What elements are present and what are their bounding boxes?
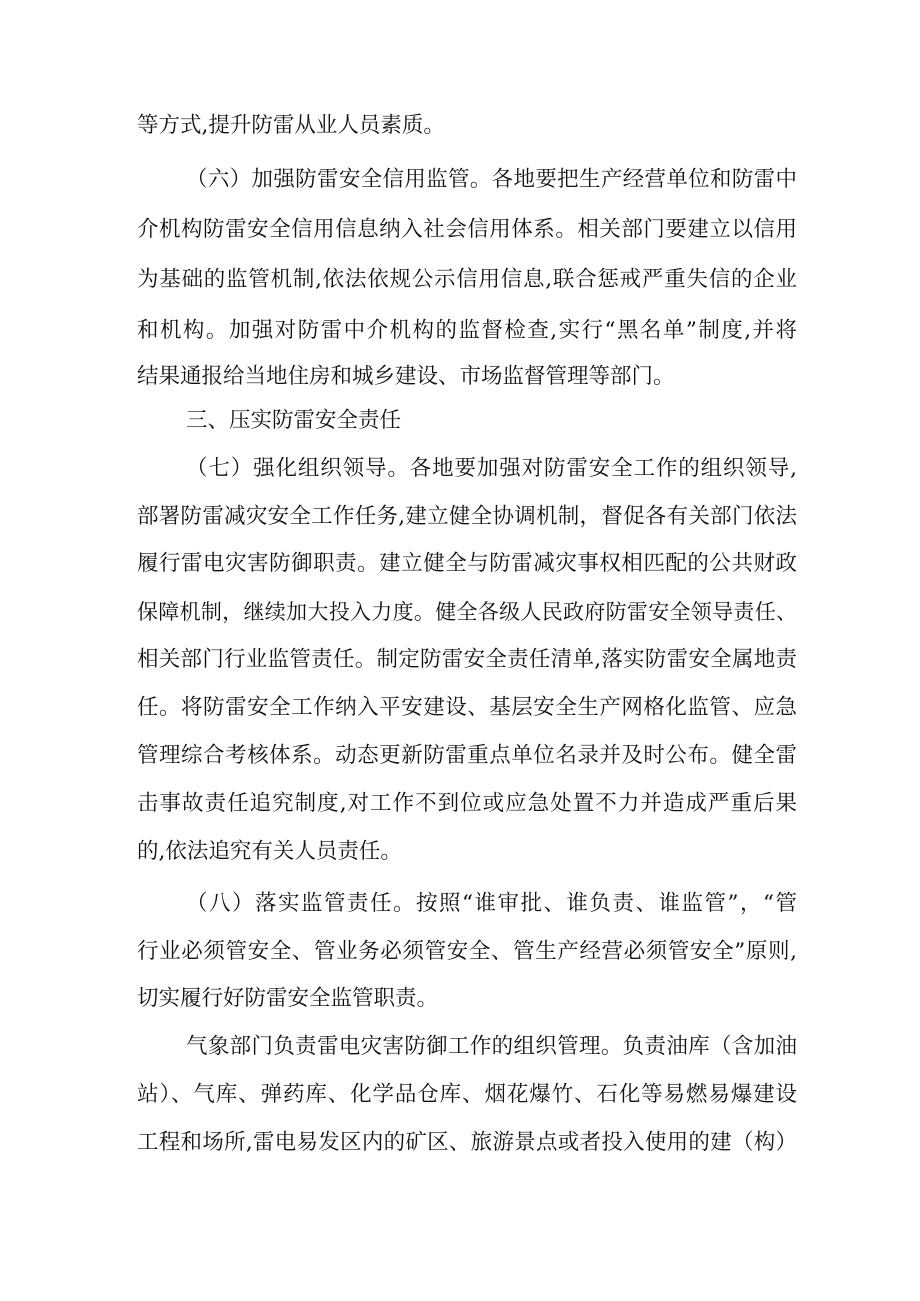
- section-heading-7: （七）强化组织领导。各地要加强对防雷安全工作的组织领导,: [186, 456, 797, 481]
- paragraph-line: 履行雷电灾害防御职责。建立健全与防雷减灾事权相匹配的公共财政: [137, 551, 797, 576]
- paragraph-line: 结果通报给当地住房和城乡建设、市场监督管理等部门。: [137, 364, 675, 389]
- paragraph-line: 部署防雷减灾安全工作任务,建立健全协调机制，督促各有关部门依法: [137, 504, 797, 529]
- paragraph-line: 介机构防雷安全信用信息纳入社会信用体系。相关部门要建立以信用: [137, 217, 797, 242]
- paragraph-line: 等方式,提升防雷从业人员素质。: [137, 113, 445, 138]
- paragraph-line: 任。将防雷安全工作纳入平安建设、基层安全生产网格化监管、应急: [137, 695, 797, 720]
- paragraph-line: 气象部门负责雷电灾害防御工作的组织管理。负责油库（含加油: [186, 1034, 797, 1059]
- paragraph-line: 的,依法追究有关人员责任。: [137, 839, 402, 864]
- paragraph-line: 切实履行好防雷安全监管职责。: [137, 986, 439, 1011]
- paragraph-line: 相关部门行业监管责任。制定防雷安全责任清单,落实防雷安全属地责: [137, 647, 797, 672]
- section-heading-8: （八）落实监管责任。按照“谁审批、谁负责、谁监管”，“管: [186, 891, 797, 916]
- paragraph-line: 管理综合考核体系。动态更新防雷重点单位名录并及时公布。健全雷: [137, 743, 797, 768]
- paragraph-line: 行业必须管安全、管业务必须管安全、管生产经营必须管安全”原则,: [137, 939, 797, 964]
- paragraph-line: 击事故责任追究制度,对工作不到位或应急处置不力并造成严重后果: [137, 791, 797, 816]
- section-heading-6: （六）加强防雷安全信用监管。各地要把生产经营单位和防雷中: [186, 167, 797, 192]
- paragraph-line: 工程和场所,雷电易发区内的矿区、旅游景点或者投入使用的建（构）: [137, 1130, 797, 1155]
- paragraph-line: 为基础的监管机制,依法依规公示信用信息,联合惩戒严重失信的企业: [137, 267, 797, 292]
- chapter-heading-3: 三、压实防雷安全责任: [186, 408, 402, 433]
- paragraph-line: 站）、气库、弹药库、化学品仓库、烟花爆竹、石化等易燃易爆建设: [137, 1082, 797, 1107]
- paragraph-line: 和机构。加强对防雷中介机构的监督检查,实行“黑名单”制度,并将: [137, 318, 797, 343]
- paragraph-line: 保障机制，继续加大投入力度。健全各级人民政府防雷安全领导责任、: [137, 600, 797, 624]
